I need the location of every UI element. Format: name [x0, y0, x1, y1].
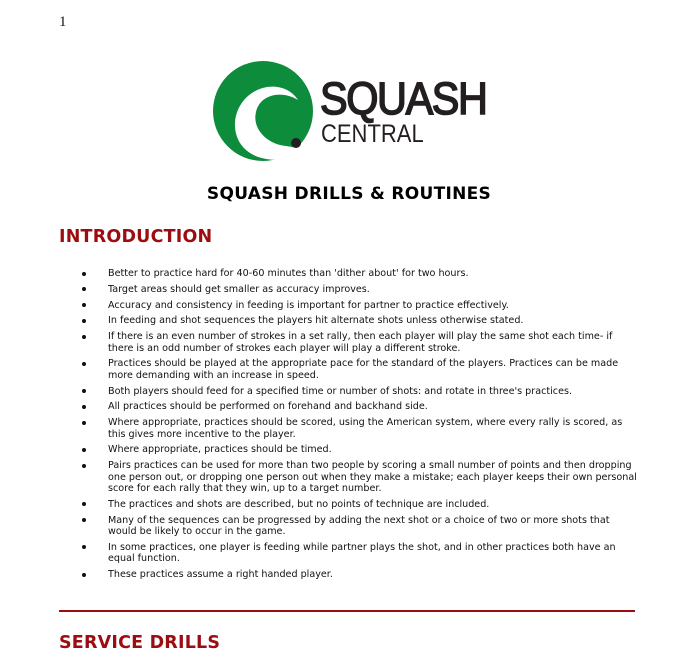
list-item-text: All practices should be performed on forehand and backhand side.	[108, 401, 428, 413]
list-item-text: In feeding and shot sequences the players hit alternate shots unless otherwise stated.	[108, 315, 524, 327]
bullet-icon	[82, 464, 86, 468]
list-item-text: If there is an even number of strokes in a set rally, then each player will play the same shot each time- if there is an odd number of strokes each player will play a different stroke.	[108, 331, 613, 354]
list-item	[80, 444, 640, 455]
list-item-text: Where appropriate, practices should be timed.	[108, 444, 332, 456]
bullet-icon	[82, 319, 86, 323]
bullet-icon	[82, 545, 86, 549]
introduction-bullet-list	[80, 268, 640, 585]
list-item	[80, 268, 640, 279]
list-item	[80, 315, 640, 326]
bullet-icon	[82, 303, 86, 307]
logo-word-squash: SQUASH	[320, 73, 487, 124]
list-item	[80, 499, 640, 510]
bullet-icon	[82, 335, 86, 339]
list-item-text: Target areas should get smaller as accuracy improves.	[108, 283, 370, 295]
page-number: 1	[59, 14, 67, 30]
list-item	[80, 542, 640, 565]
bullet-icon	[82, 448, 86, 452]
list-item	[80, 331, 640, 354]
list-item	[80, 401, 640, 412]
list-item	[80, 300, 640, 311]
list-item	[80, 515, 640, 538]
list-item-text: Many of the sequences can be progressed by adding the next shot or a choice of two or more shots that would be likely to occur in the game.	[108, 514, 610, 537]
logo-word-central: CENTRAL	[321, 120, 424, 148]
bullet-icon	[82, 287, 86, 291]
list-item-text: The practices and shots are described, but no points of technique are included.	[108, 498, 490, 510]
list-item-text: Accuracy and consistency in feeding is important for partner to practice effectively.	[108, 299, 509, 311]
list-item-text: Better to practice hard for 40-60 minutes than 'dither about' for two hours.	[108, 268, 469, 279]
logo-swirl-icon	[212, 60, 316, 164]
bullet-icon	[82, 389, 86, 393]
bullet-icon	[82, 518, 86, 522]
bullet-icon	[82, 362, 86, 366]
list-item	[80, 460, 640, 494]
list-item	[80, 569, 640, 580]
bullet-icon	[82, 405, 86, 409]
list-item	[80, 386, 640, 397]
bullet-icon	[82, 502, 86, 506]
section-heading-service-drills: SERVICE DRILLS	[59, 633, 221, 653]
bullet-icon	[82, 272, 86, 276]
list-item	[80, 417, 640, 440]
list-item-text: Both players should feed for a specified time or number of shots: and rotate in three's practices.	[108, 385, 573, 397]
section-heading-introduction: INTRODUCTION	[59, 227, 213, 247]
list-item-text: Pairs practices can be used for more than two people by scoring a small number of points and then dropping one person out, or dropping one person out when they make a mistake; each player keeps their own personal score for each rally that they win, up to a target number.	[108, 460, 637, 494]
section-divider	[59, 610, 635, 612]
document-title: SQUASH DRILLS & ROUTINES	[206, 184, 492, 204]
list-item	[80, 284, 640, 295]
list-item-text: Practices should be played at the appropriate pace for the standard of the players. Practices can be made more demanding with an increase in speed.	[108, 358, 619, 381]
bullet-icon	[82, 573, 86, 577]
list-item-text: In some practices, one player is feeding while partner plays the shot, and in other practices both have an equal function.	[108, 541, 616, 565]
bullet-icon	[82, 421, 86, 425]
list-item-text: These practices assume a right handed player.	[108, 569, 333, 580]
list-item-text: Where appropriate, practices should be scored, using the American system, where every rally is scored, as this gives more incentive to the player.	[108, 417, 623, 440]
list-item	[80, 358, 640, 381]
squash-central-logo	[212, 60, 492, 166]
